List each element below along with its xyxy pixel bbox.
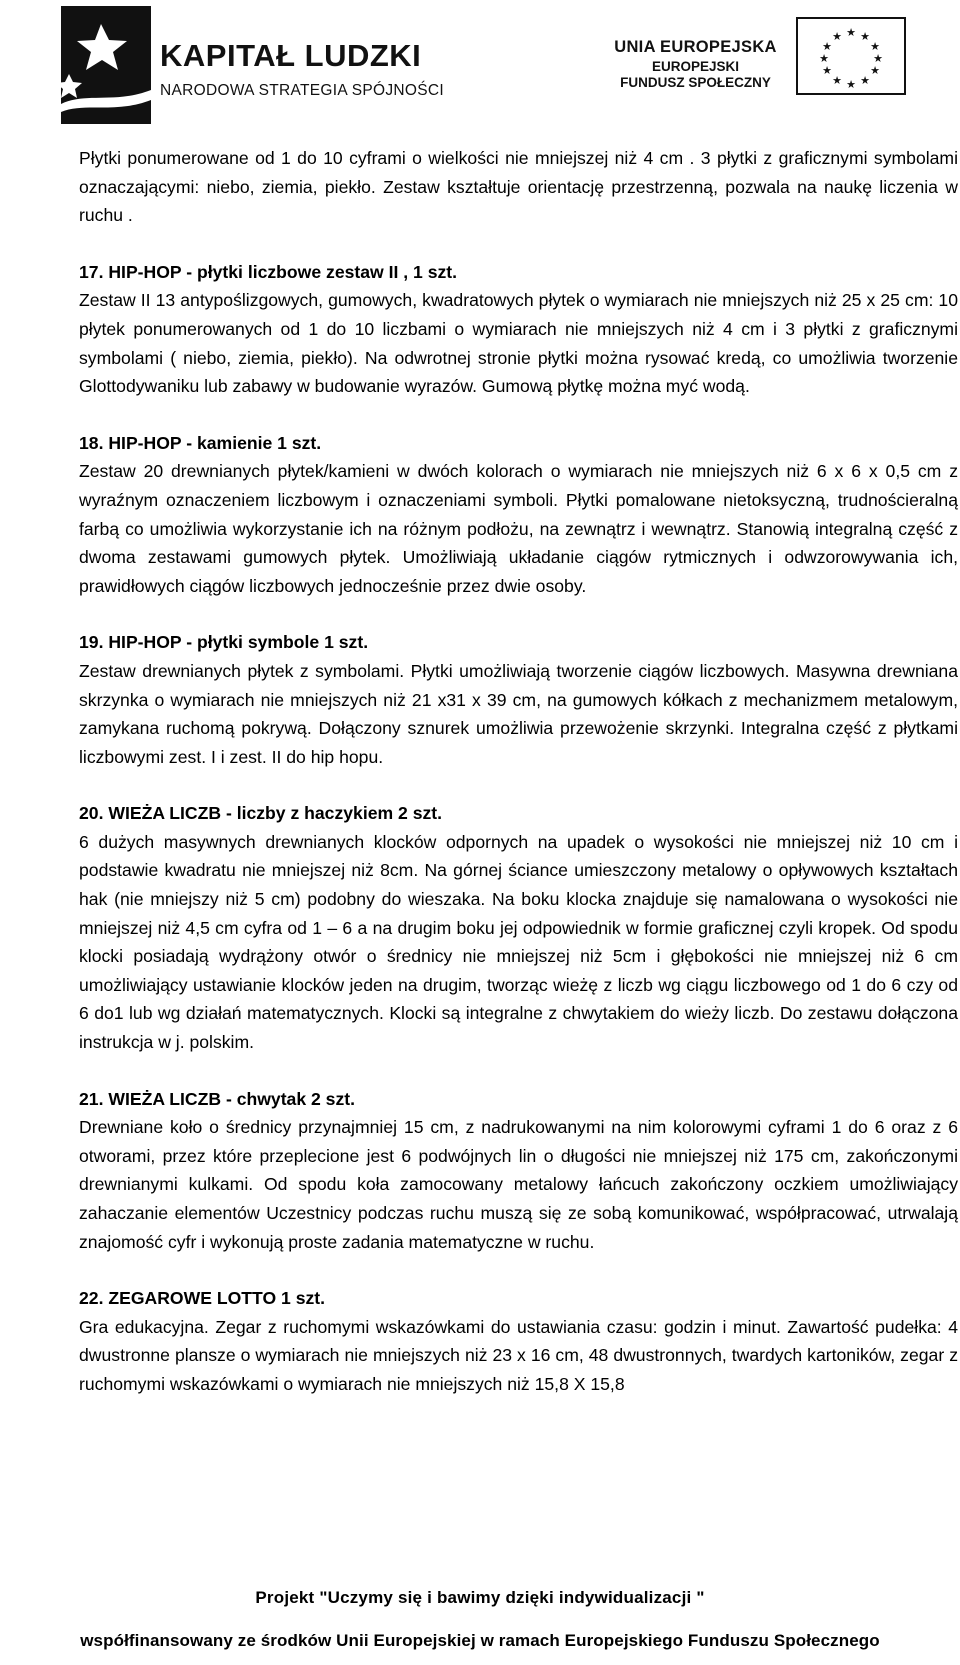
svg-text:★: ★ [860,30,870,43]
item-description: Gra edukacyjna. Zegar z ruchomymi wskazówkami do ustawiania czasu: godzin i minut. Zawartość pudełka: 4 dwustronne plansze o wymiarach nie mniejszych niż 23 x 16 cm, 48 dwustronnych, twardych kartoników, zegar z ruchomymi wskazówkami o wymiarach nie mniejszych niż 15,8 X 15,8 [79,1316,958,1394]
svg-text:★: ★ [870,64,880,77]
eu-logo-line1: UNIA EUROPEJSKA [614,38,777,56]
svg-text:★: ★ [860,74,870,87]
list-item [79,628,958,771]
svg-text:★: ★ [832,30,842,43]
list-item [79,258,958,401]
kapital-ludzki-subtitle: NARODOWA STRATEGIA SPÓJNOŚCI [160,82,444,99]
page-header [0,0,960,135]
kapital-ludzki-title: KAPITAŁ LUDZKI [160,38,422,73]
svg-text:★: ★ [870,40,880,53]
document-body [79,144,958,1399]
item-description: 6 dużych masywnych drewnianych klocków odpornych na upadek o wysokości nie mniejszej niż 10 cm i podstawie kwadratu nie mniejszej niż 8cm. Na górnej ściance umieszczony metalowy o opływowych kształtach hak (nie mniejszy niż 5 cm) podobny do wieszaka. Na boku klocka znajduje się namalowana o wysokości nie mniejszej niż 4,5 cm cyfra od 1 – 6 a na drugim boku jej odpowiednik w formie graficznej czyli kropek. Od spodu klocki posiadają wydrążony otwór o średnicy nie mniejszej niż 5cm i głębokości nie mniejszej niż 6 cm umożliwiający ustawianie klocków jeden na drugim, tworząc wieżę z liczb wg ciągu liczbowego od 1 do 6 czy od 6 do1 lub wg działań matematycznych. Klocki są integralne z chwytakiem do wieży liczb. Do zestawu dołączona instrukcja w j. polskim. [79,831,958,1053]
list-item [79,799,958,1056]
eu-logo-line2: EUROPEJSKI [651,59,740,74]
item-heading: 18. HIP-HOP - kamienie 1 szt. [79,432,322,453]
item-heading: 17. HIP-HOP - płytki liczbowe zestaw II , 1 szt. [79,261,458,282]
svg-text:★: ★ [873,52,883,65]
eu-flag-icon [796,17,906,95]
eu-logo-text [603,38,788,90]
item-description: Zestaw drewnianych płytek z symbolami. Płytki umożliwiają tworzenie ciągów liczbowych. Masywna drewniana skrzynka o wymiarach nie mniejszych niż 21 x31 x 39 cm, na gumowych kółkach z mechanizmem metalowym, zamykana ruchomą pokrywą. Dołączony sznurek umożliwia przewożenie skrzynki. Integralna część z płytkami liczbowymi zest. I i zest. II do hip hopu. [79,660,958,767]
list-item [79,429,958,601]
svg-text:★: ★ [832,74,842,87]
item-heading: 22. ZEGAROWE LOTTO 1 szt. [79,1288,326,1309]
item-heading: 21. WIEŻA LICZB - chwytak 2 szt. [79,1088,356,1109]
svg-text:★: ★ [846,78,856,91]
item-description: Zestaw 20 drewnianych płytek/kamieni w dwóch kolorach o wymiarach nie mniejszych niż 6 x 6 x 0,5 cm z wyraźnym oznaczeniem liczbowym i oznaczeniami symboli. Płytki pomalowane nietoksyczną, trudnościeralną farbą co umożliwia wykorzystanie ich na różnym podłożu, na zewnątrz i wewnątrz. Stanowią integralną część z dwoma zestawami gumowych płytek. Umożliwiają układanie ciągów rytmicznych i odwzorowywania ich, prawidłowych ciągów liczbowych jednocześnie przez dwie osoby. [79,461,958,596]
item-heading: 20. WIEŻA LICZB - liczby z haczykiem 2 szt. [79,803,443,824]
item-heading: 19. HIP-HOP - płytki symbole 1 szt. [79,632,369,653]
item-description: Drewniane koło o średnicy przynajmniej 15 cm, z nadrukowanymi na nim kolorowymi cyframi 1 do 6 oraz z 6 otworami, przez które przeplecione jest 6 podwójnych lin o długości nie mniejszej niż 175 cm, zakończonymi drewnianymi kulkami. Od spodu koła zamocowany metalowy łańcuch zakończony oczkiem umożliwiający zahaczanie elementów Uczestnicy podczas ruchu muszą się ze sobą komunikować, współpracować, utrwalają znajomość cyfr i wykonują proste zadania matematyczne w ruchu. [79,1117,958,1252]
item-description: Zestaw II 13 antypoślizgowych, gumowych, kwadratowych płytek o wymiarach nie mniejszych niż 25 x 25 cm: 10 płytek ponumerowanych od 1 do 10 liczbami o wymiarach nie mniejszych niż 4 cm i 3 płytki z graficznymi symbolami ( niebo, ziemia, piekło). Na odwrotnej stronie płytki można rysować kredą, co umożliwia tworzenie Glottodywaniku lub zabawy w budowanie wyrazów. Gumową płytkę można myć wodą. [79,290,958,397]
svg-text:★: ★ [822,64,832,77]
intro-paragraph: Płytki ponumerowane od 1 do 10 cyframi o wielkości nie mniejszej niż 4 cm . 3 płytki z graficznymi symbolami oznaczającymi: niebo, ziemia, piekło. Zestaw kształtuje orientację przestrzenną, pozwala na naukę liczenia w ruchu . [79,148,958,226]
svg-text:★: ★ [819,52,829,65]
list-item [79,1085,958,1257]
list-item [79,1284,958,1398]
svg-text:★: ★ [846,26,856,39]
svg-text:★: ★ [822,40,832,53]
kapital-ludzki-emblem-icon [55,4,155,128]
eu-logo-line3: FUNDUSZ SPOŁECZNY [620,75,771,90]
footer-cofunding-note: współfinansowany ze środków Unii Europejskiej w ramach Europejskiego Funduszu Społecznego [80,1631,880,1650]
footer-project-name: Projekt "Uczymy się i bawimy dzięki indywidualizacji " [255,1588,705,1607]
